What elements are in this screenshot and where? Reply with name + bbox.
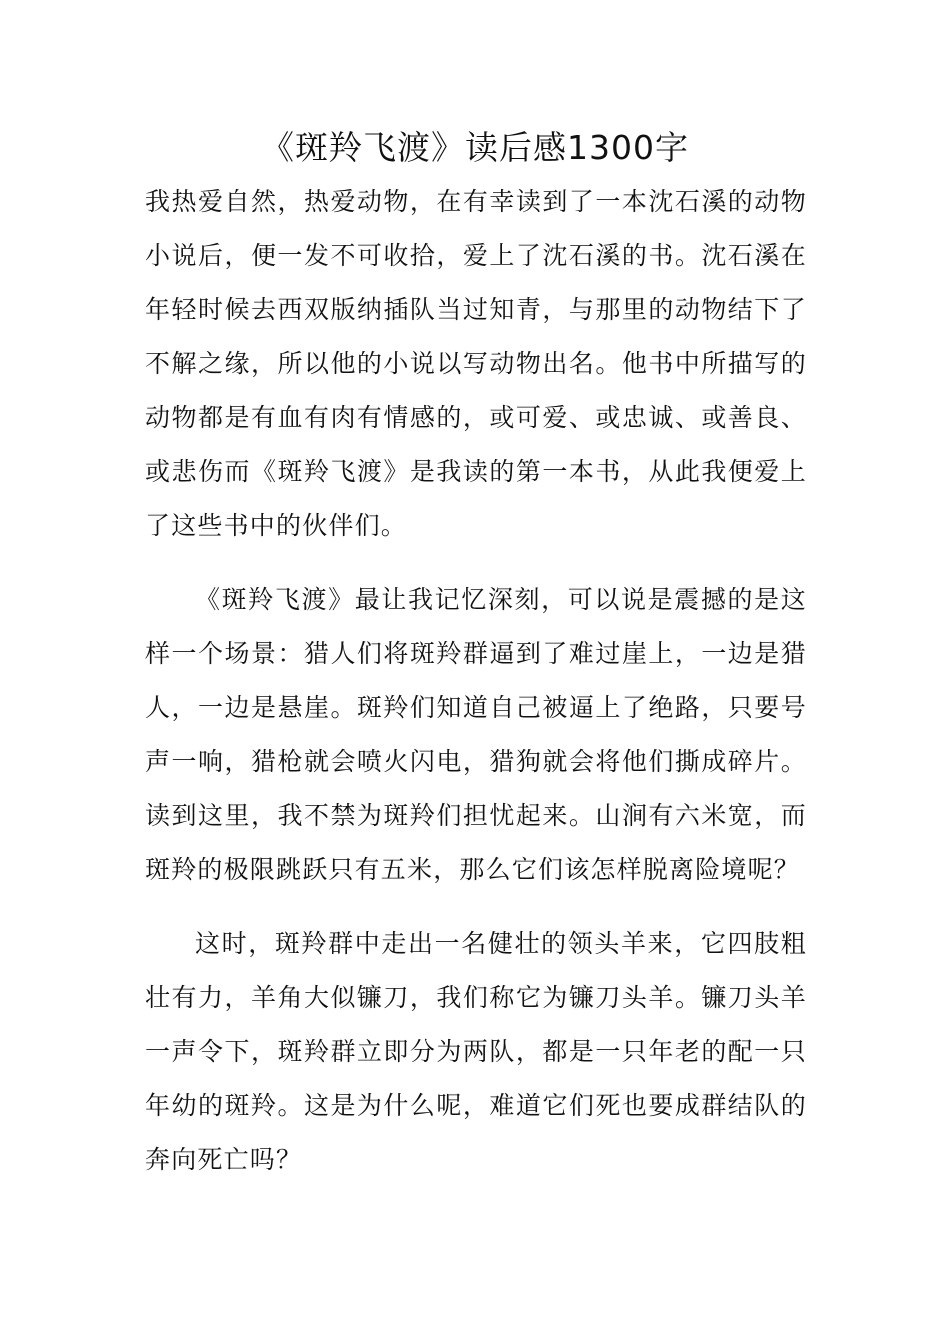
paragraph-3: 这时，斑羚群中走出一名健壮的领头羊来，它四肢粗壮有力，羊角大似镰刀，我们称它为镰刀头羊。镰刀头羊一声令下，斑羚群立即分为两队，都是一只年老的配一只年幼的斑羚。这是为什么呢，难道它们死也要成群结队的奔向死亡吗？ [145,929,807,1174]
document-title: 《斑羚飞渡》读后感1300字 [261,128,689,167]
paragraph-1: 我热爱自然，热爱动物，在有幸读到了一本沈石溪的动物小说后，便一发不可收拾，爱上了沈石溪的书。沈石溪在年轻时候去西双版纳插队当过知青，与那里的动物结下了不解之缘，所以他的小说以写动物出名。他书中所描写的动物都是有血有肉有情感的，或可爱、或忠诚、或善良、或悲伤而《斑羚飞渡》是我读的第一本书，从此我便爱上了这些书中的伙伴们。 [145,187,807,540]
paragraph-2: 《斑羚飞渡》最让我记忆深刻，可以说是震撼的是这样一个场景：猎人们将斑羚群逼到了难过崖上，一边是猎人，一边是悬崖。斑羚们知道自己被逼上了绝路，只要号声一响，猎枪就会喷火闪电，猎狗就会将他们撕成碎片。读到这里，我不禁为斑羚们担忧起来。山涧有六米宽，而斑羚的极限跳跃只有五米，那么它们该怎样脱离险境呢？ [145,585,807,884]
